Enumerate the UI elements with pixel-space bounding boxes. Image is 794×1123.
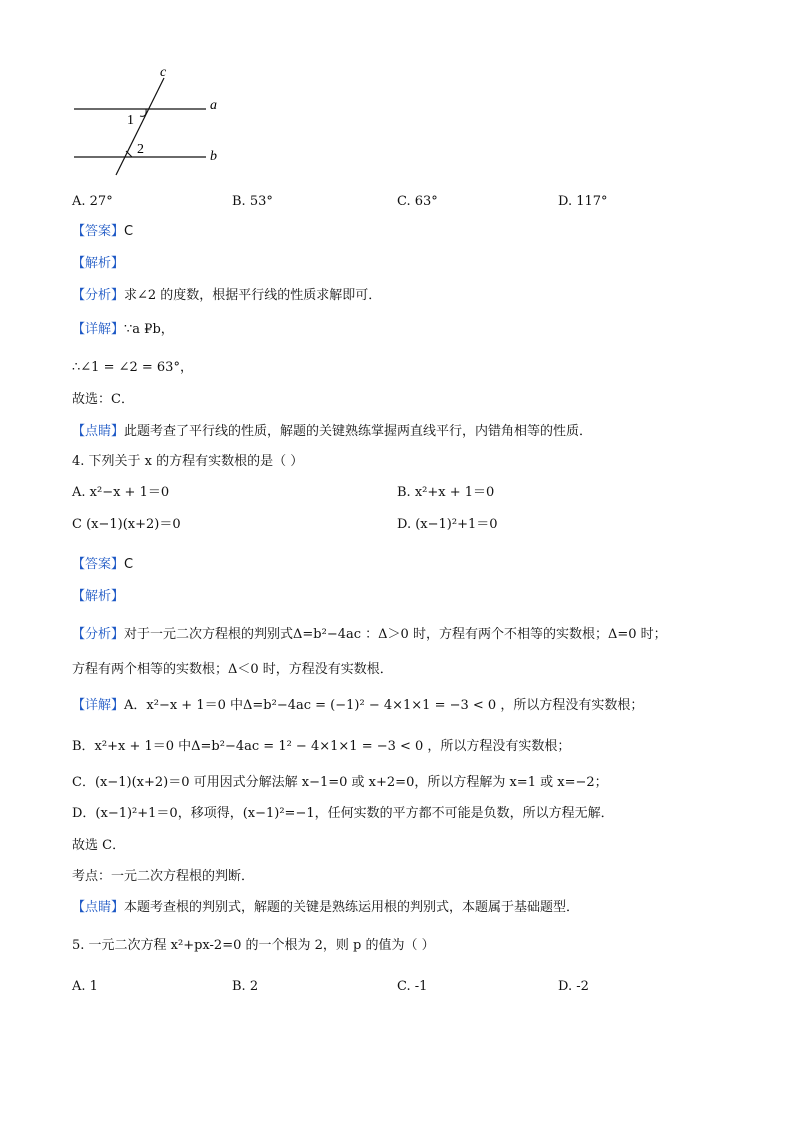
q4-fenxi-line1 [72,626,667,644]
q4-xiangjie-a [72,697,643,715]
q4-option-c: C (x−1)(x+2)＝0 [72,517,181,532]
xiangjie-tag: 【详解】 [72,322,125,337]
label-angle-2: 2 [137,142,144,157]
q3-option-b: B. 53° [232,194,273,209]
q3-therefore: ∴∠1 = ∠2 = 63°， [72,360,193,375]
q3-choose: 故选：C． [72,392,134,407]
angle-1-arc [140,109,146,116]
answer-tag: 【答案】 [72,557,125,572]
q4-stem: 4. 下列关于 x 的方程有实数根的是（ ） [72,454,304,469]
label-a: a [210,98,217,113]
q4-option-b: B. x²+x + 1＝0 [397,485,495,500]
q4-xiangjie-b: B．x²+x + 1＝0 中Δ=b²−4ac = 1² − 4×1×1 = −3 < 0 ，所以方程没有实数根； [72,739,571,754]
jiexi-tag: 【解析】 [72,589,125,604]
q3-answer [72,223,133,241]
q4-kaodian: 考点：一元二次方程根的判断． [72,869,255,884]
fenxi-text: 对于一元二次方程根的判别式Δ=b²−4ac ：Δ＞0 时，方程有两个不相等的实数根；Δ=0 时； [124,627,667,642]
q4-xiangjie-d: D．(x−1)²+1＝0，移项得，(x−1)²=−1，任何实数的平方都不可能是负数，所以方程无解． [72,806,614,821]
jiexi-tag: 【解析】 [72,256,125,271]
label-b: b [210,149,217,164]
dianjing-tag: 【点睛】 [72,424,125,439]
q4-answer [72,556,133,574]
dianjing-tag: 【点睛】 [72,900,125,915]
q4-option-a: A. x²−x + 1＝0 [72,485,170,500]
q5-option-b: B. 2 [232,979,259,994]
q4-dianjing [72,899,579,917]
answer-value: C [124,557,134,572]
xiangjie-tag: 【详解】 [72,698,125,713]
q4-jiexi [72,588,124,606]
q3-option-c: C. 63° [397,194,438,209]
q3-option-a: A. 27° [72,194,113,209]
line-c [116,78,164,175]
xiangjie-line-a: A．x²−x + 1＝0 中Δ=b²−4ac = (−1)² − 4×1×1 = −3 < 0 ，所以方程没有实数根； [124,698,644,713]
q3-option-d: D. 117° [558,194,608,209]
q5-stem: 5. 一元二次方程 x²+px-2=0 的一个根为 2，则 p 的值为（ ） [72,938,435,953]
q3-xiangjie [72,321,174,339]
q3-jiexi [72,255,124,273]
q5-option-d: D. -2 [558,979,589,994]
fenxi-text: 求∠2 的度数，根据平行线的性质求解即可． [124,288,382,303]
fenxi-tag: 【分析】 [72,627,125,642]
q5-option-a: A. 1 [72,979,98,994]
dianjing-text: 此题考查了平行线的性质，解题的关键熟练掌握两直线平行，内错角相等的性质． [124,424,593,439]
q5-option-c: C. -1 [397,979,428,994]
q4-choose: 故选 C． [72,838,126,853]
parallel-lines-figure [60,60,240,185]
q4-xiangjie-c: C．(x−1)(x+2)＝0 可用因式分解法解 x−1=0 或 x+2=0，所以方程解为 x=1 或 x=−2； [72,775,608,790]
q3-fenxi [72,287,381,305]
xiangjie-text: ∵a ₽b， [124,322,174,337]
q4-fenxi-line2: 方程有两个相等的实数根；Δ＜0 时，方程没有实数根． [72,662,393,677]
label-c: c [160,65,167,80]
dianjing-text: 本题考查根的判别式，解题的关键是熟练运用根的判别式，本题属于基础题型． [124,900,580,915]
answer-tag: 【答案】 [72,224,125,239]
q4-option-d: D. (x−1)²+1＝0 [397,517,498,532]
answer-value: C [124,224,134,239]
fenxi-tag: 【分析】 [72,288,125,303]
q3-dianjing [72,423,592,441]
label-angle-1: 1 [127,113,134,128]
